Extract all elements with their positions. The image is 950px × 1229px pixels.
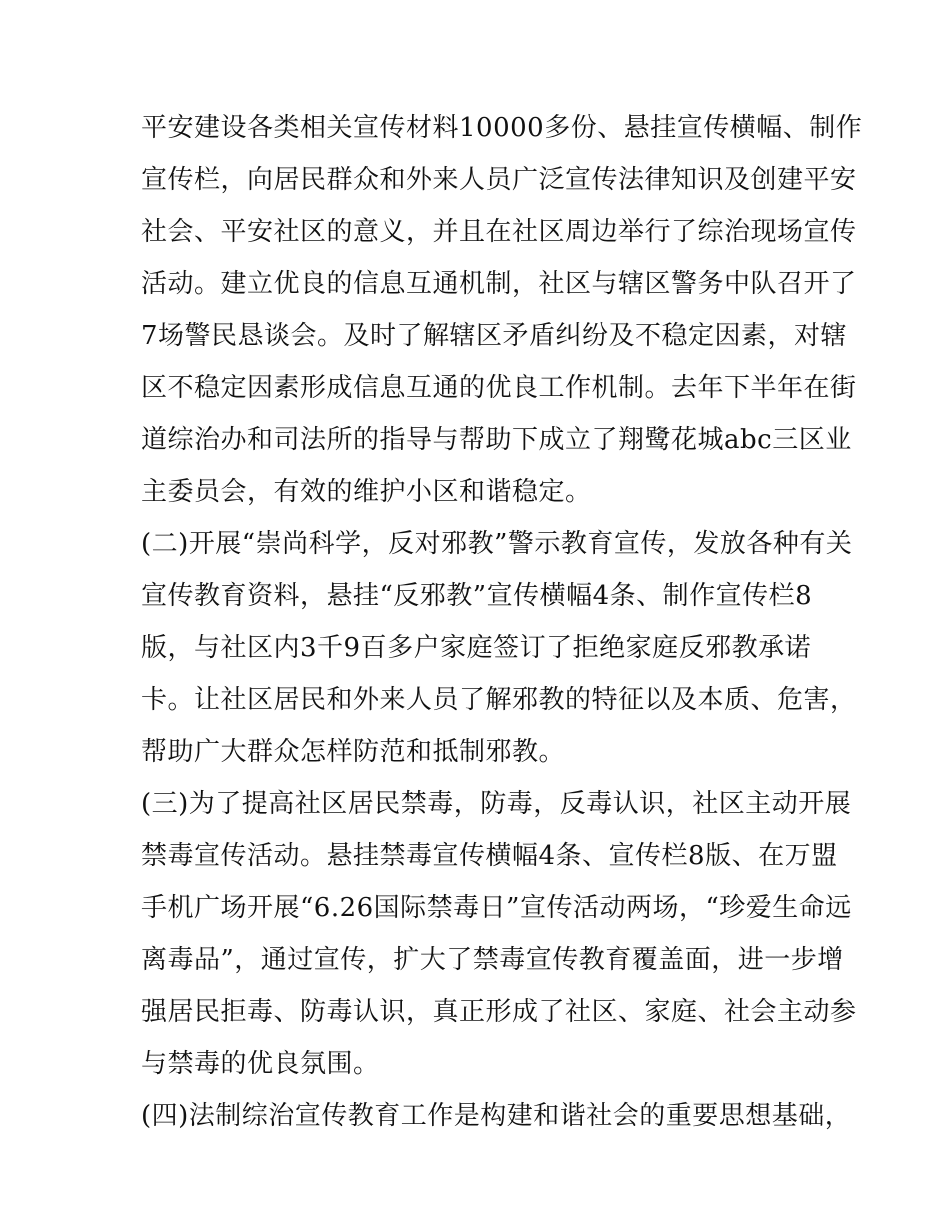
text-line: 区不稳定因素形成信息互通的优良工作机制。去年下半年在街	[141, 373, 857, 403]
text-line: 禁毒宣传活动。悬挂禁毒宣传横幅4条、宣传栏8版、在万盟	[141, 841, 838, 871]
text-line: 7场警民恳谈会。及时了解辖区矛盾纠纷及不稳定因素，对辖	[141, 321, 848, 351]
text-line: 道综治办和司法所的指导与帮助下成立了翔鹭花城abc三区业	[141, 425, 852, 455]
text-line: 版，与社区内3千9百多户家庭签订了拒绝家庭反邪教承诺	[141, 633, 812, 663]
section-3-heading-line: (三)为了提高社区居民禁毒，防毒，反毒认识，社区主动开展	[141, 789, 852, 819]
text-line: 宣传栏，向居民群众和外来人员广泛宣传法律知识及创建平安	[141, 165, 857, 195]
text-line: 平安建设各类相关宣传材料10000多份、悬挂宣传横幅、制作	[141, 113, 863, 143]
section-2-heading-line: (二)开展“崇尚科学，反对邪教”警示教育宣传，发放各种有关	[141, 529, 853, 559]
text-line: 与禁毒的优良氛围。	[141, 1049, 380, 1079]
text-line: 帮助广大群众怎样防范和抵制邪教。	[141, 737, 566, 767]
text-line: 宣传教育资料，悬挂“反邪教”宣传横幅4条、制作宣传栏8	[141, 581, 813, 611]
text-line: 手机广场开展“6.26国际禁毒日”宣传活动两场，“珍爱生命远	[141, 893, 852, 923]
text-line: 强居民拒毒、防毒认识，真正形成了社区、家庭、社会主动参	[141, 997, 857, 1027]
section-4-heading-line: (四)法制综治宣传教育工作是构建和谐社会的重要思想基础，	[141, 1101, 852, 1131]
text-line: 卡。让社区居民和外来人员了解邪教的特征以及本质、危害，	[141, 685, 857, 715]
text-line: 离毒品”，通过宣传，扩大了禁毒宣传教育覆盖面，进一步增	[141, 945, 844, 975]
text-line: 社会、平安社区的意义，并且在社区周边举行了综治现场宣传	[141, 217, 857, 247]
text-line: 活动。建立优良的信息互通机制，社区与辖区警务中队召开了	[141, 269, 857, 299]
text-line: 主委员会，有效的维护小区和谐稳定。	[141, 477, 592, 507]
